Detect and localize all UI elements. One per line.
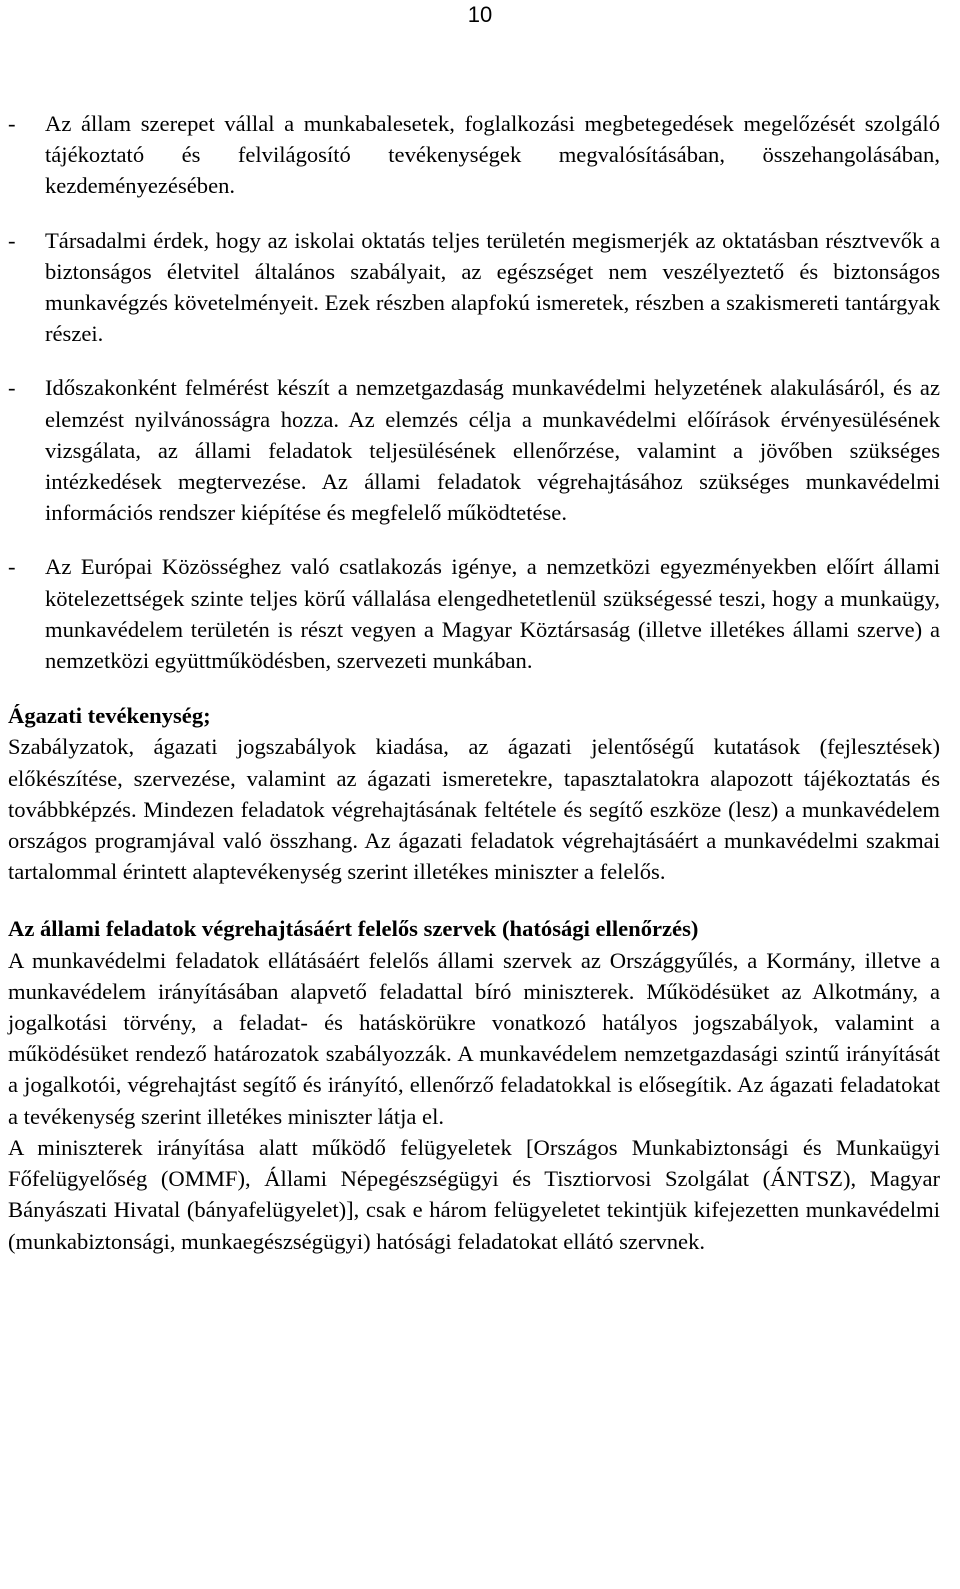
list-item <box>8 372 940 528</box>
paragraph: Szabályzatok, ágazati jogszabályok kiadása, az ágazati jelentőségű kutatások (fejlesztések) előkészítése, szervezése, valamint az ágazati ismeretekre, tapasztalatokra alapozott tájékoztatás és továbbképzés. Mindezen feladatok végrehajtásának feltétele és segítő eszköze (lesz) a munkavédelem országos programjával való összhang. Az ágazati feladatok végrehajtásáért a munkavédelmi szakmai tartalommal érintett alaptevékenység szerint illetékes miniszter a felelős. <box>8 734 940 885</box>
list-item <box>8 108 940 202</box>
section-heading: Ágazati tevékenység; <box>8 703 211 729</box>
section-sector-activity <box>8 700 940 887</box>
bullet-dash: - <box>8 375 16 401</box>
paragraph: A miniszterek irányítása alatt működő felügyeletek [Országos Munkabiztonsági és Munkaügyi Főfelügyelőség (OMMF), Állami Népegészségügyi és Tisztiorvosi Szolgálat (ÁNTSZ), Magyar Bányászati Hivatal (bányafelügyelet)], csak e három felügyeletet tekintjük kifejezetten munkavédelmi (munkabiztonsági, munkaegészségügyi) hatósági feladatokat ellátó szervnek. <box>8 1134 940 1254</box>
bullet-text: Az Európai Közösséghez való csatlakozás igénye, a nemzetközi egyezményekben előírt állami kötelezettségek szinte teljes körű vállalása elengedhetetlenül szükségessé teszi, hogy a munkaügy, munkavédelem területén is részt vegyen a Magyar Köztársaság (illetve illetékes állami szerve) a nemzetközi együttműködésben, szervezeti munkában. <box>45 554 940 674</box>
bullet-dash: - <box>8 554 16 580</box>
bullet-dash: - <box>8 111 16 136</box>
section-responsible-bodies <box>8 913 940 1256</box>
document-body <box>8 108 940 1257</box>
list-item <box>8 551 940 676</box>
page-number: 10 <box>467 2 493 27</box>
list-item <box>8 225 940 350</box>
bullet-text: Társadalmi érdek, hogy az iskolai oktatás teljes területén megismerjék az oktatásban résztvevők a biztonságos életvitel általános szabályait, az egészséget nem veszélyeztető és biztonságos munkavégzés követelményeit. Ezek részben alapfokú ismeretek, részben a szakismereti tantárgyak részei. <box>45 227 940 347</box>
bullet-text: Időszakonként felmérést készít a nemzetgazdaság munkavédelmi helyzetének alakulásáról, és az elemzést nyilvánosságra hozza. Az elemzés célja a munkavédelmi előírások érvényesülésének vizsgálata, az állami feladatok teljesülésének ellenőrzése, valamint a jövőben szükséges intézkedések megtervezése. Az állami feladatok végrehajtásához szükséges munkavédelmi információs rendszer kiépítése és megfelelő működtetése. <box>45 375 940 526</box>
section-heading: Az állami feladatok végrehajtásáért felelős szervek (hatósági ellenőrzés) <box>8 916 699 942</box>
bullet-text: Az állam szerepet vállal a munkabalesetek, foglalkozási megbetegedések megelőzését szolgáló tájékoztató és felvilágosító tevékenységek megvalósításában, összehangolásában, kezdeményezésében. <box>45 111 940 199</box>
paragraph: A munkavédelmi feladatok ellátásáért felelős állami szervek az Országgyűlés, a Kormány, illetve a munkavédelem irányításában alapvető feladattal bíró miniszterek. Működésüket az Alkotmány, a jogalkotási törvény, a feladat- és hatáskörükre vonatkozó hatályos jogszabályok, valamint a működésüket rendező határozatok szabályozzák. A munkavédelem nemzetgazdasági szintű irányítását a jogalkotói, végrehajtást segítő és irányító, ellenőrző feladatokkal is elősegítik. Az ágazati feladatokat a tevékenység szerint illetékes miniszter látja el. <box>8 947 940 1129</box>
bullet-dash: - <box>8 227 16 253</box>
